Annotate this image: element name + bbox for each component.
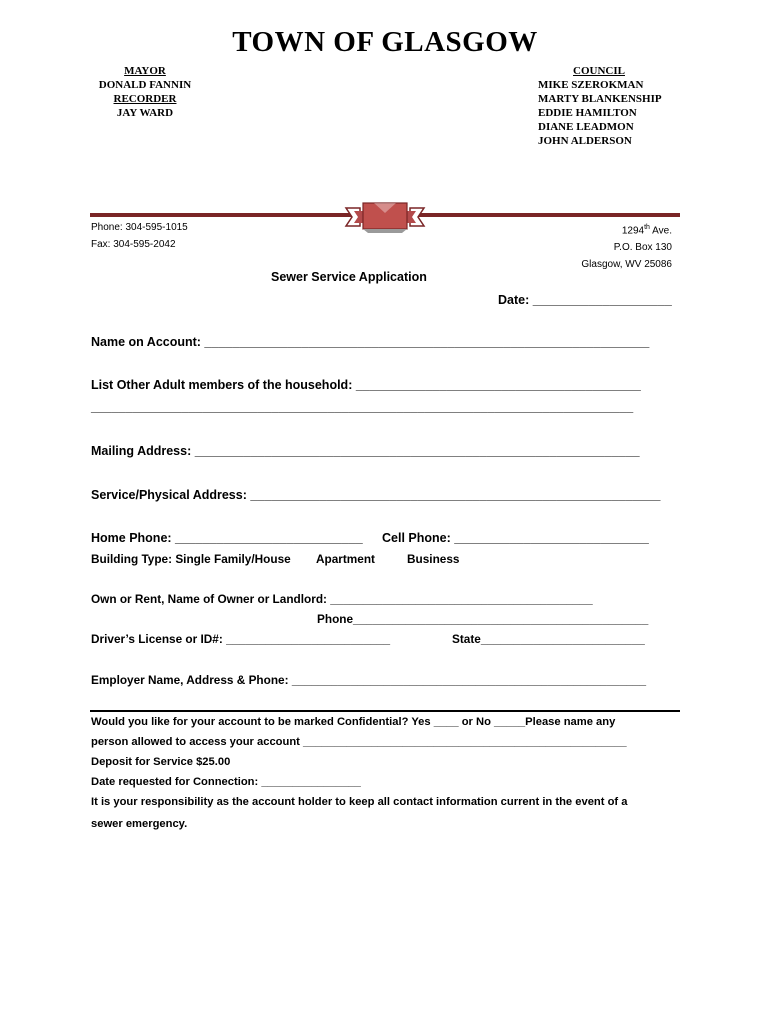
phone-number: Phone: 304-595-1015	[91, 222, 188, 233]
recorder-heading: RECORDER	[113, 93, 177, 105]
other-adults-field[interactable]: List Other Adult members of the household: _________________________________________	[91, 378, 641, 392]
fax-number: Fax: 304-595-2042	[91, 239, 176, 250]
contact-phone-fax	[91, 219, 188, 253]
ribbon-banner-logo	[344, 200, 426, 234]
po-box: P.O. Box 130	[613, 242, 672, 254]
other-adults-field-cont[interactable]: ______________________________________________________________________________	[91, 400, 634, 414]
employer-field[interactable]: Employer Name, Address & Phone: ______________________________________________________	[91, 673, 647, 687]
street-number: 1294	[621, 225, 645, 237]
state-field[interactable]: State_________________________	[452, 632, 645, 646]
confidential-question[interactable]: Would you like for your account to be marked Confidential? Yes ____ or No _____Please name any	[91, 716, 616, 728]
street-address	[560, 219, 672, 239]
council-member: DIANE LEADMON	[538, 121, 634, 133]
home-phone-field[interactable]: Home Phone: ___________________________	[91, 531, 363, 545]
recorder-name: JAY WARD	[116, 107, 174, 119]
council-member: EDDIE HAMILTON	[538, 107, 637, 119]
mayor-heading: MAYOR	[124, 65, 166, 77]
town-title: TOWN OF GLASGOW	[232, 26, 538, 58]
connection-date-field[interactable]: Date requested for Connection: ________________	[91, 776, 361, 788]
cell-phone-field[interactable]: Cell Phone: ____________________________	[382, 531, 649, 545]
building-type-single-family[interactable]: Building Type: Single Family/House	[91, 552, 291, 566]
mailing-address-block	[560, 219, 672, 273]
owner-phone-field[interactable]: Phone_____________________________________________	[317, 612, 649, 626]
responsibility-notice: It is your responsibility as the account holder to keep all contact information current in the event of a	[91, 796, 628, 808]
building-type-business[interactable]: Business	[407, 552, 460, 566]
owner-landlord-field[interactable]: Own or Rent, Name of Owner or Landlord: ________________________________________	[91, 592, 593, 606]
date-field[interactable]: Date: ____________________	[498, 293, 672, 307]
name-on-account-field[interactable]: Name on Account: ________________________________________________________________	[91, 335, 650, 349]
council-member: MARTY BLANKENSHIP	[538, 93, 662, 105]
street-name: Ave.	[649, 225, 672, 237]
responsibility-notice-cont: sewer emergency.	[91, 818, 188, 830]
council-member: JOHN ALDERSON	[538, 135, 632, 147]
city-state-zip: Glasgow, WV 25086	[581, 259, 672, 271]
council-member: MIKE SZEROKMAN	[538, 79, 644, 91]
building-type-apartment[interactable]: Apartment	[316, 552, 375, 566]
form-title: Sewer Service Application	[271, 270, 427, 284]
deposit-text: Deposit for Service $25.00	[91, 756, 231, 768]
council-list	[538, 64, 662, 148]
mailing-address-field[interactable]: Mailing Address: ________________________________________________________________	[91, 444, 640, 458]
service-address-field[interactable]: Service/Physical Address: ___________________________________________________________	[91, 488, 661, 502]
street-suffix: th	[644, 224, 650, 231]
left-officials	[92, 64, 198, 120]
drivers-license-field[interactable]: Driver’s License or ID#: _________________________	[91, 632, 391, 646]
council-heading: COUNCIL	[573, 65, 625, 77]
mayor-name: DONALD FANNIN	[98, 79, 192, 91]
allowed-person-field[interactable]: person allowed to access your account ____________________________________________________	[91, 736, 627, 748]
